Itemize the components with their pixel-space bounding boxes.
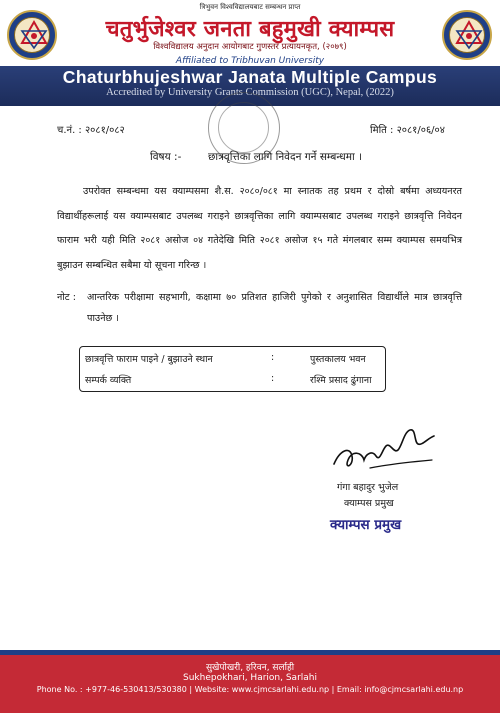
affiliation-en: Affiliated to Tribhuvan University [175,56,325,66]
subject-label: विषय :- [150,151,182,163]
info-label: सम्पर्क व्यक्ति [85,375,132,386]
note [57,287,462,329]
footer-contact: Phone No. : +977-46-530413/530380 | Website: www.cjmcsarlahi.edu.np | Email: info@cjmcsarlahi.edu.np [36,685,464,694]
accreditation-en: Accredited by University Grants Commission (UGC), Nepal, (2022) [106,87,394,98]
designation-stamp: क्याम्पस प्रमुख [330,517,402,533]
college-name-np: चतुर्भुजेश्वर जनता बहुमुखी क्याम्पस [105,17,395,42]
footer-address-en: Sukhepokhari, Harion, Sarlahi [182,673,317,683]
body-paragraph: उपरोक्त सम्बन्धमा यस क्याम्पसमा शै.स. २०८०/०८१ मा स्नातक तह प्रथम र दोस्रो बर्षमा अध्ययनरत विद्यार्थीहरूलाई यस क्याम्पसबाट उपलब्ध गराइने छात्रवृत्तिका लागि क्याम्पसबाट उपलब्ध गराइने छात्रवृत्ति निवेदन फाराम भरी यही मिति २०८१ असोज ०४ गतेदेखि मिति २०८१ असोज १५ गते मंगलबार सम्म क्याम्पस समयभित्र बुझाउन सम्बन्धित सबैमा यो सूचना गरिन्छ । [57,186,462,271]
info-separator: : [271,373,275,384]
letter-date: मिति : २०८१/०६/०४ [370,125,445,136]
footer-address-np: सुखेपोखरी, हरिवन, सर्लाही [205,663,295,673]
signatory-title: क्याम्पस प्रमुख [344,498,394,509]
handwritten-signature [330,420,440,482]
ugc-accreditation-np: विश्वविद्यालय अनुदान आयोगबाट गुणस्तर प्रत्यायनकृत, (२०७९) [153,42,347,52]
info-box [79,346,386,392]
campus-logo-right [442,10,492,60]
note-text: आन्तरिक परीक्षामा सहभागी, कक्षामा ७० प्रतिशत हाजिरी पुगेको र अनुशासित विद्यार्थीले मात्र छात्रवृत्ति पाउनेछ । [87,292,462,324]
signatory-name: गंगा बहादुर भुजेल [337,482,399,493]
info-label: छात्रवृत्ति फाराम पाइने / बुझाउने स्थान [85,354,213,365]
campus-logo-left [7,10,57,60]
subject-text: छात्रवृत्तिका लागि निवेदन गर्ने सम्बन्धमा । [208,151,363,163]
note-label: नोट : [57,292,76,303]
subject-line [150,150,362,164]
info-value: पुस्तकालय भवन [310,354,366,365]
footer-stripe [0,650,500,655]
affiliation-np: त्रिभुवन विश्वविद्यालयबाट सम्बन्धन प्राप्त [199,3,301,11]
reference-number: च.नं. : २०८१/०८२ [57,125,125,136]
info-value: रश्मि प्रसाद ढुंगाना [310,375,372,386]
info-separator: : [271,352,275,363]
college-name-en: Chaturbhujeshwar Janata Multiple Campus [62,67,438,87]
